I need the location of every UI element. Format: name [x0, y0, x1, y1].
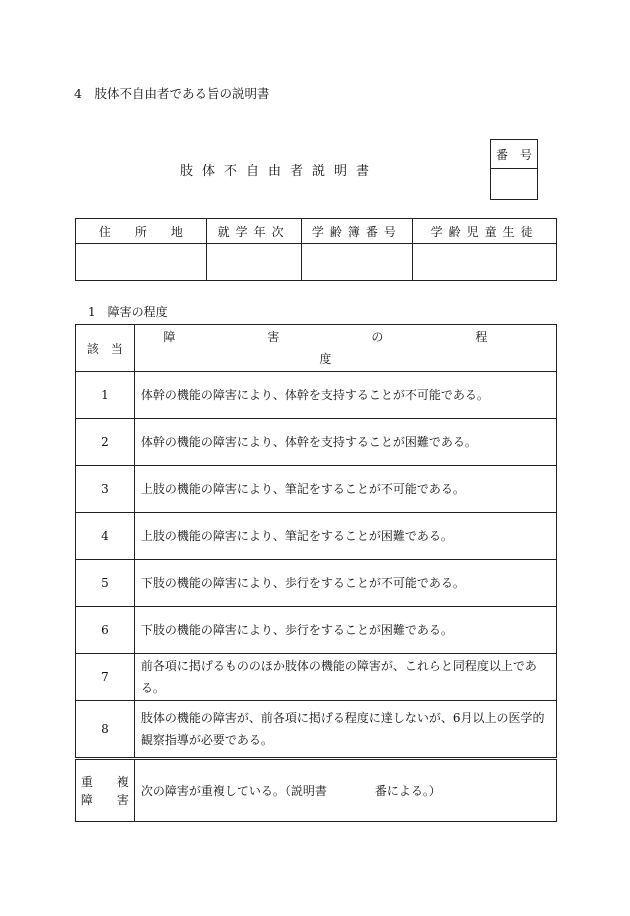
row-number[interactable]: 3: [76, 466, 135, 513]
row-description: 体幹の機能の障害により、体幹を支持することが困難である。: [134, 419, 556, 466]
row-description: 前各項に掲げるもののほか肢体の機能の障害が、これらと同程度以上である。: [134, 654, 556, 701]
number-box: [490, 139, 538, 200]
row-description: 肢体の機能の障害が、前各項に掲げる程度に達しないが、6月以上の医学的観察指導が必要である。: [134, 701, 556, 759]
table-row: [76, 607, 557, 654]
header-register-number: 学齢簿番号: [301, 219, 413, 244]
row-number[interactable]: 2: [76, 419, 135, 466]
form-title: 肢体不自由者説明書: [180, 164, 379, 179]
number-label: 番 号: [491, 140, 538, 169]
table-row: [76, 419, 557, 466]
row-description: 下肢の機能の障害により、歩行をすることが困難である。: [134, 607, 556, 654]
header-applicable: 該 当: [76, 325, 135, 372]
sub-heading: 1 障害の程度: [88, 305, 168, 319]
header-student: 学齢児童生徒: [413, 219, 557, 244]
row-description: 上肢の機能の障害により、筆記をすることが困難である。: [134, 513, 556, 560]
header-degree: 障 害 の 程 度: [134, 325, 556, 372]
address-field[interactable]: [76, 244, 207, 281]
duplicate-label: [76, 759, 135, 822]
section-heading: 4 肢体不自由者である旨の説明書: [74, 86, 270, 101]
student-field[interactable]: [413, 244, 557, 281]
disability-degree-table: [75, 324, 580, 822]
row-number[interactable]: 1: [76, 372, 135, 419]
number-field[interactable]: [491, 169, 538, 200]
student-info-table: [75, 218, 557, 281]
duplicate-description[interactable]: 次の障害が重複している。（説明書 番による。）: [134, 759, 556, 822]
table-row: [76, 513, 557, 560]
duplicate-label-line2: 障 害: [80, 792, 129, 807]
duplicate-row: [76, 759, 557, 822]
school-year-field[interactable]: [206, 244, 301, 281]
table-row: [76, 560, 557, 607]
duplicate-label-line1: 重 複: [80, 774, 129, 789]
row-description: 体幹の機能の障害により、体幹を支持することが不可能である。: [134, 372, 556, 419]
table-row: [76, 654, 557, 701]
row-description: 上肢の機能の障害により、筆記をすることが不可能である。: [134, 466, 556, 513]
header-address: 住 所 地: [76, 219, 207, 244]
row-number[interactable]: 8: [76, 701, 135, 759]
row-number[interactable]: 5: [76, 560, 135, 607]
header-school-year: 就学年次: [206, 219, 301, 244]
row-number[interactable]: 6: [76, 607, 135, 654]
table-row: [76, 701, 557, 759]
register-number-field[interactable]: [301, 244, 413, 281]
table-row: [76, 466, 557, 513]
row-description: 下肢の機能の障害により、歩行をすることが不可能である。: [134, 560, 556, 607]
table-row: [76, 372, 557, 419]
row-number[interactable]: 4: [76, 513, 135, 560]
row-number[interactable]: 7: [76, 654, 135, 701]
